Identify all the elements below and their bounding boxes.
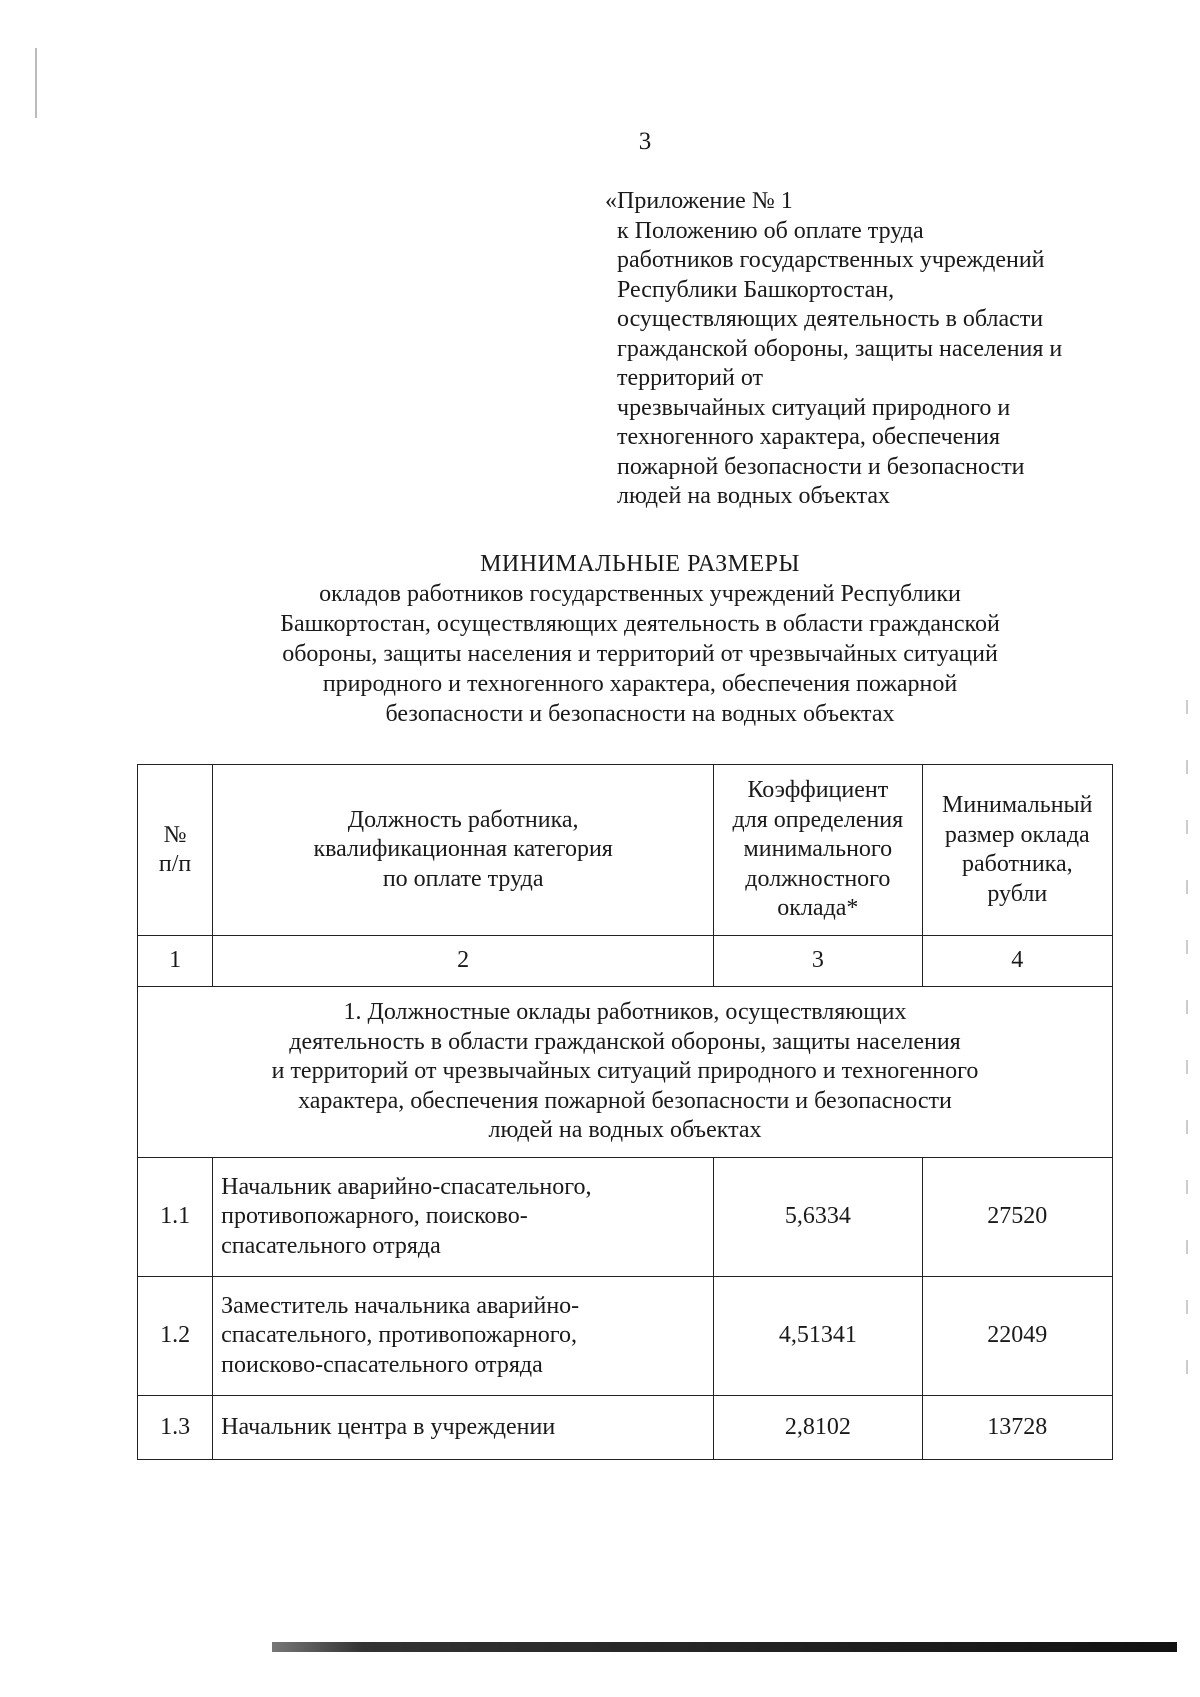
appendix-line: Республики Башкортостан, [617, 276, 895, 303]
column-number: 1 [138, 936, 213, 987]
row-coefficient: 2,8102 [714, 1396, 922, 1460]
appendix-line: гражданской обороны, защиты населения и [617, 335, 1063, 362]
header-number: № п/п [138, 765, 213, 936]
header-coefficient: Коэффициент для определения минимального должностного оклада* [714, 765, 922, 936]
row-coefficient: 5,6334 [714, 1158, 922, 1277]
appendix-line: «Приложение № 1 [605, 188, 793, 214]
title-line: окладов работников государственных учреждений Республики [319, 581, 961, 607]
title-line: безопасности и безопасности на водных объектах [385, 701, 895, 727]
title-line: природного и техногенного характера, обеспечения пожарной [322, 671, 958, 697]
appendix-line: осуществляющих деятельность в области [617, 306, 1044, 332]
column-number: 3 [714, 936, 922, 987]
row-position: Заместитель начальника аварийно- спасательного, противопожарного, поисково-спасательного отряда [213, 1277, 714, 1396]
section-heading: 1. Должностные оклады работников, осуществляющих деятельность в области гражданской обороны, защиты населения и территорий от чрезвычайных ситуаций природного и техногенного характера, обеспечения пожарной безопасности и безопасности людей на водных объектах [138, 987, 1113, 1158]
appendix-line: территорий от [617, 365, 764, 391]
appendix-header [605, 187, 1165, 512]
row-coefficient: 4,51341 [714, 1277, 922, 1396]
salary-table [137, 764, 1113, 1460]
document-title [120, 549, 1160, 729]
row-min-salary: 27520 [922, 1158, 1112, 1277]
title-line: Башкортостан, осуществляющих деятельность в области гражданской [280, 611, 1000, 637]
title-main: МИНИМАЛЬНЫЕ РАЗМЕРЫ [480, 551, 800, 577]
scan-margin-mark [35, 48, 37, 118]
appendix-line: чрезвычайных ситуаций природного и [617, 394, 1011, 421]
appendix-line: людей на водных объектах [617, 483, 890, 509]
title-line: обороны, защиты населения и территорий от чрезвычайных ситуаций [282, 641, 998, 667]
row-position: Начальник аварийно-спасательного, противопожарного, поисково- спасательного отряда [213, 1158, 714, 1277]
column-number-row [138, 936, 1113, 987]
header-min-salary: Минимальный размер оклада работника, рубли [922, 765, 1112, 936]
row-position: Начальник центра в учреждении [213, 1396, 714, 1460]
scan-edge-mark [1186, 700, 1188, 1400]
column-number: 2 [213, 936, 714, 987]
page-number: 3 [638, 128, 652, 155]
appendix-line: пожарной безопасности и безопасности [617, 453, 1025, 480]
table-row [138, 1158, 1113, 1277]
row-number: 1.3 [138, 1396, 213, 1460]
appendix-line: к Положению об оплате труда [617, 217, 924, 244]
scan-bottom-bar [272, 1642, 1177, 1652]
appendix-line: техногенного характера, обеспечения [617, 424, 1001, 450]
row-number: 1.2 [138, 1277, 213, 1396]
column-number: 4 [922, 936, 1112, 987]
header-position: Должность работника, квалификационная категория по оплате труда [213, 765, 714, 936]
appendix-line: работников государственных учреждений [617, 247, 1045, 273]
row-min-salary: 22049 [922, 1277, 1112, 1396]
table-header-row [138, 765, 1113, 936]
table-row [138, 1396, 1113, 1460]
row-min-salary: 13728 [922, 1396, 1112, 1460]
table-row [138, 1277, 1113, 1396]
section-heading-row [138, 987, 1113, 1158]
row-number: 1.1 [138, 1158, 213, 1277]
